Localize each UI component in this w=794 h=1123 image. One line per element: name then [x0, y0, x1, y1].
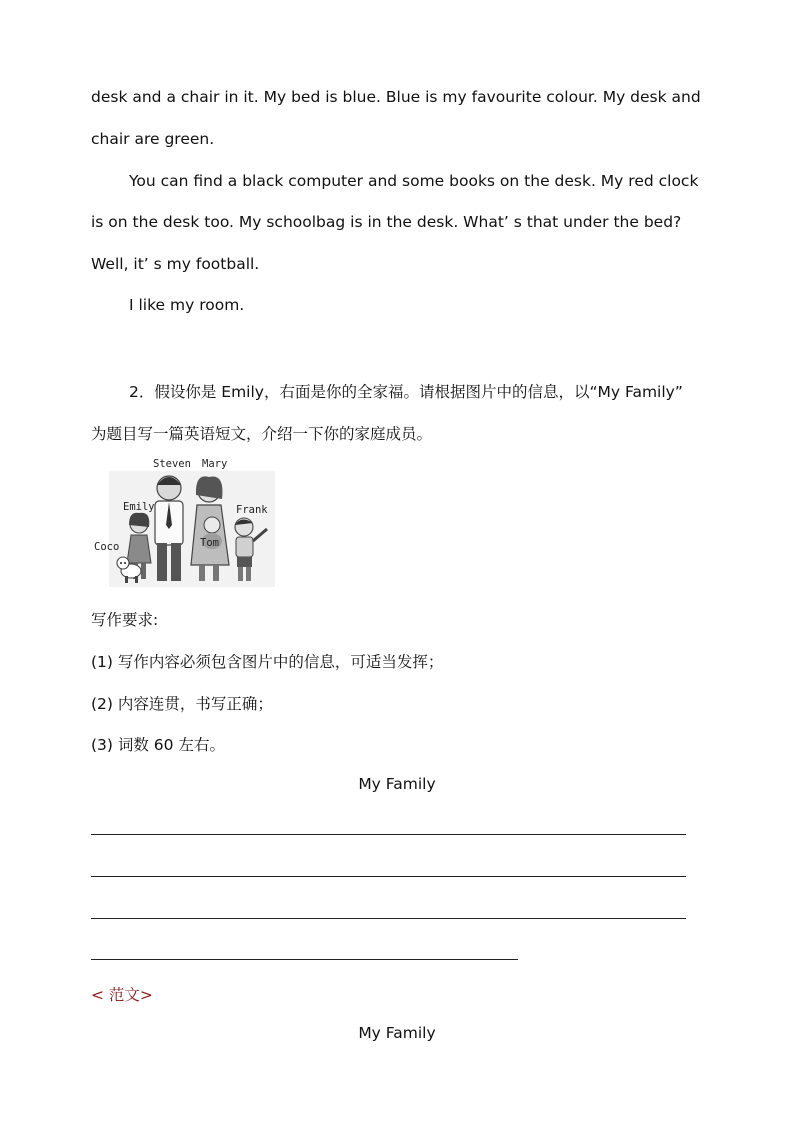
- passage-line-4: is on the desk too. My schoolbag is in the desk. What’ s that under the bed?: [91, 213, 682, 231]
- passage-line-3: You can find a black computer and some books on the desk. My red clock: [129, 172, 699, 190]
- label-frank: Frank: [236, 504, 268, 516]
- label-coco: Coco: [94, 541, 120, 553]
- requirement-3: (3) 词数 60 左右。: [91, 736, 225, 754]
- label-emily: Emily: [123, 501, 155, 513]
- writing-line-2: [91, 876, 686, 877]
- passage-line-2: chair are green.: [91, 130, 215, 148]
- question-line-2: 为题目写一篇英语短文，介绍一下你的家庭成员。: [91, 425, 433, 443]
- passage-line-5: Well, it’ s my football.: [91, 255, 260, 273]
- label-tom: Tom: [200, 537, 219, 549]
- writing-line-1: [91, 834, 686, 835]
- writing-line-3: [91, 918, 686, 919]
- passage-line-1: desk and a chair in it. My bed is blue. Blue is my favourite colour. My desk and: [91, 88, 701, 106]
- label-steven: Steven: [153, 458, 191, 470]
- essay-title: My Family: [358, 775, 436, 793]
- model-essay-tag: < 范文>: [91, 986, 153, 1004]
- label-mary: Mary: [202, 458, 228, 470]
- requirement-1: (1) 写作内容必须包含图片中的信息，可适当发挥；: [91, 653, 444, 671]
- requirements-heading: 写作要求:: [91, 611, 159, 629]
- family-illustration: [91, 455, 277, 590]
- writing-line-4: [91, 959, 518, 960]
- requirement-2: (2) 内容连贯，书写正确；: [91, 695, 273, 713]
- model-essay-title: My Family: [358, 1024, 436, 1042]
- family-drawing: [91, 455, 277, 590]
- passage-line-6: I like my room.: [129, 296, 245, 314]
- question-line-1: 2．假设你是 Emily，右面是你的全家福。请根据图片中的信息，以“My Family”: [129, 383, 683, 401]
